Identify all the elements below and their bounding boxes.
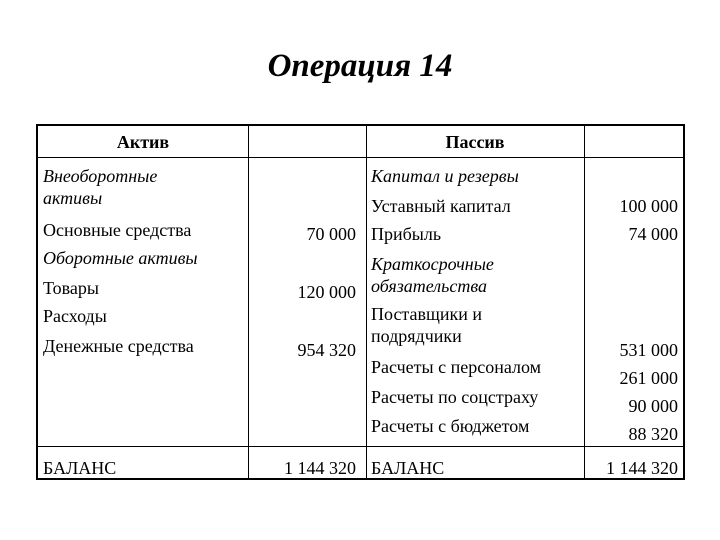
assets-header: Актив: [116, 132, 170, 152]
total-divider: [38, 446, 683, 447]
column-divider: [584, 126, 585, 478]
asset-value: 120 000: [297, 282, 356, 302]
asset-value: 70 000: [306, 224, 356, 244]
liability-value: 531 000: [619, 340, 678, 360]
liability-value: 90 000: [628, 396, 678, 416]
balance-table: [36, 124, 685, 480]
liability-label: подрядчики: [371, 326, 462, 346]
page-title: Операция 14: [267, 48, 453, 84]
asset-label: Товары: [43, 278, 99, 298]
liability-label: Расчеты с персоналом: [371, 357, 542, 377]
liability-value: 100 000: [619, 196, 678, 216]
liabilities-total-label: БАЛАНС: [371, 458, 445, 478]
asset-label: Денежные средства: [43, 336, 194, 356]
liability-value: 261 000: [619, 368, 678, 388]
asset-label: Расходы: [43, 306, 107, 326]
liability-label: Капитал и резервы: [371, 166, 519, 186]
assets-total-label: БАЛАНС: [43, 458, 117, 478]
asset-value: 954 320: [297, 340, 356, 360]
liabilities-total-value: 1 144 320: [606, 458, 678, 478]
column-divider: [366, 126, 367, 478]
asset-label: активы: [43, 188, 103, 208]
assets-total-value: 1 144 320: [284, 458, 356, 478]
liability-label: Прибыль: [371, 224, 442, 244]
liability-label: Уставный капитал: [371, 196, 511, 216]
asset-label: Оборотные активы: [43, 248, 198, 268]
liability-label: Расчеты с бюджетом: [371, 416, 530, 436]
liability-value: 88 320: [628, 424, 678, 444]
asset-label: Внеоборотные: [43, 166, 158, 186]
header-divider: [38, 157, 683, 158]
asset-label: Основные средства: [43, 220, 192, 240]
liability-label: Расчеты по соцстраху: [371, 387, 539, 407]
column-divider: [248, 126, 249, 478]
liability-value: 74 000: [628, 224, 678, 244]
liability-label: обязательства: [371, 276, 488, 296]
liabilities-header: Пассив: [445, 132, 505, 152]
liability-label: Краткосрочные: [371, 254, 494, 274]
liability-label: Поставщики и: [371, 304, 483, 324]
